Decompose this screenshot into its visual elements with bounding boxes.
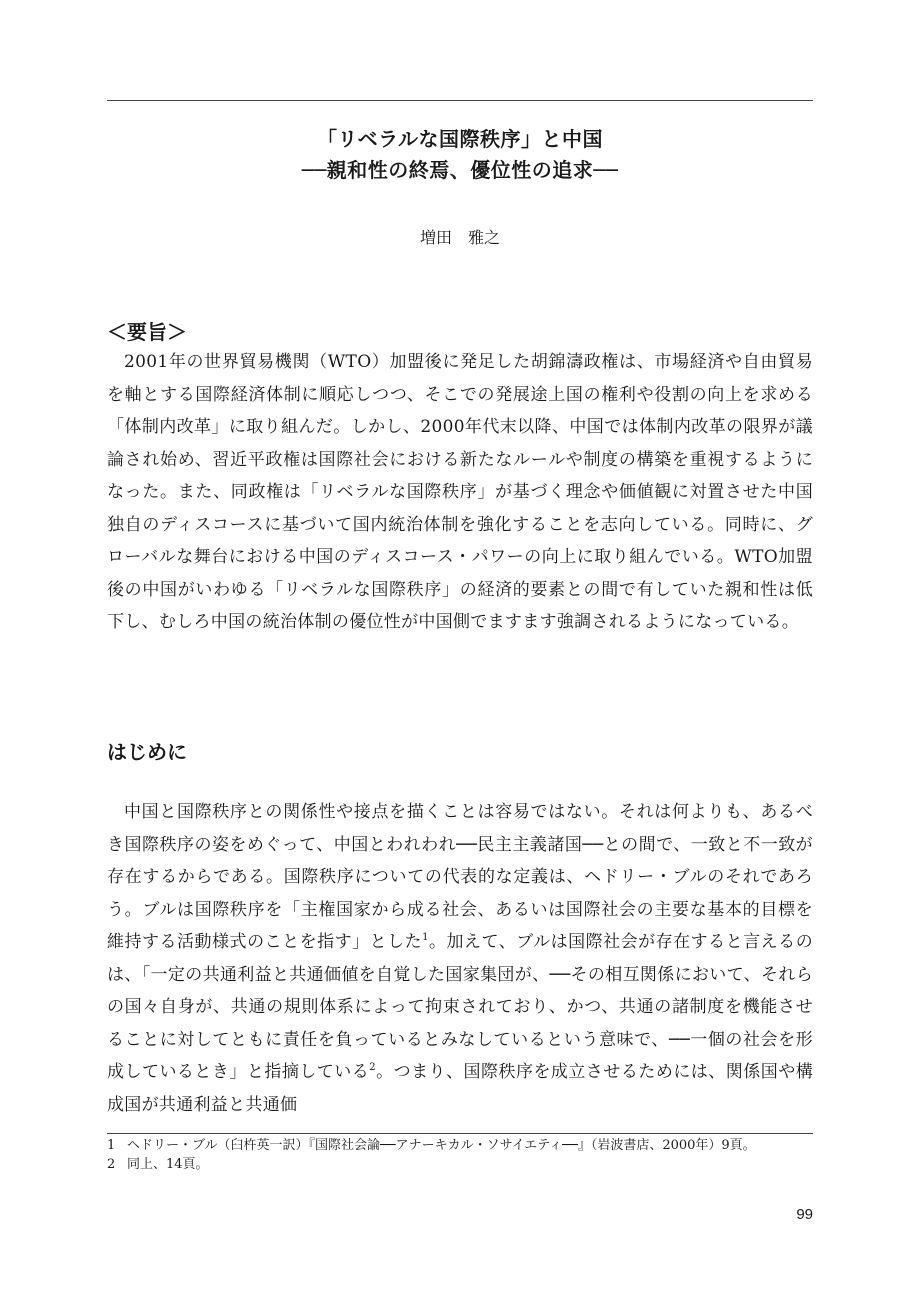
intro-text-part-2: 。加えて、ブルは国際社会が存在すると言えるのは、「一定の共通利益と共通価値を自覚した国家集団が、──その相互関係において、それらの国々自身が、共通の規則体系によって拘束されており、かつ、共通の諸制度を機能させることに対してともに責任を負っているとみなしているという意味で、──一個の社会を形成しているとき」と指摘している — [107, 932, 813, 1082]
title-line-1: 「リベラルな国際秩序」と中国 — [317, 127, 603, 151]
section-heading-introduction: はじめに — [107, 740, 187, 764]
article-title — [107, 124, 813, 186]
introduction-paragraph — [107, 796, 813, 1121]
abstract-text: 2001年の世界貿易機関（WTO）加盟後に発足した胡錦濤政権は、市場経済や自由貿易を軸とする国際経済体制に順応しつつ、そこでの発展途上国の権利や役割の向上を求める「体制内改革」に取り組んだ。しかし、2000年代末以降、中国では体制内改革の限界が議論され始め、習近平政権は国際社会における新たなルールや制度の構築を重視するようになった。また、同政権は「リベラルな国際秩序」が基づく理念や価値観に対置させた中国独自のディスコースに基づいて国内統治体制を強化することを志向している。同時に、グローバルな舞台における中国のディスコース・パワーの向上に取り組んでいる。WTO加盟後の中国がいわゆる「リベラルな国際秩序」の経済的要素との間で有していた親和性は低下し、むしろ中国の統治体制の優位性が中国側でますます強調されるようになっている。 — [107, 352, 813, 632]
footnote-item — [107, 1155, 813, 1174]
page-number: 99 — [796, 1206, 813, 1223]
footnote-number: 2 — [107, 1157, 116, 1172]
footnote-number: 1 — [107, 1138, 116, 1153]
header-rule — [107, 100, 813, 101]
title-line-2: ──親和性の終焉、優位性の追求── — [301, 158, 619, 182]
footnote-item — [107, 1136, 813, 1155]
footnote-ref-1[interactable]: 1 — [422, 932, 429, 943]
footnote-text: ヘドリー・ブル（臼杵英一訳）『国際社会論──アナーキカル・ソサイエティ──』（岩波書店、2000年）9頁。 — [127, 1138, 756, 1153]
author-name: 増田 雅之 — [419, 228, 500, 247]
footnote-text: 同上、14頁。 — [127, 1157, 209, 1172]
footnote-rule — [107, 1133, 813, 1134]
abstract-heading: ＜要旨＞ — [107, 320, 187, 344]
footnote-ref-2[interactable]: 2 — [369, 1062, 376, 1073]
footnotes — [107, 1136, 813, 1174]
intro-text-part-1: 中国と国際秩序との関係性や接点を描くことは容易ではない。それは何よりも、あるべき国際秩序の姿をめぐって、中国とわれわれ──民主主義諸国──との間で、一致と不一致が存在するからである。国際秩序についての代表的な定義は、ヘドリー・ブルのそれであろう。ブルは国際秩序を「主権国家から成る社会、あるいは国際社会の主要な基本的目標を維持する活動様式のことを指す」とした — [107, 802, 813, 952]
intro-text-part-3: 。つまり、国際秩序を成立させるためには、関係国や構成国が共通利益と共通価 — [107, 1062, 814, 1115]
